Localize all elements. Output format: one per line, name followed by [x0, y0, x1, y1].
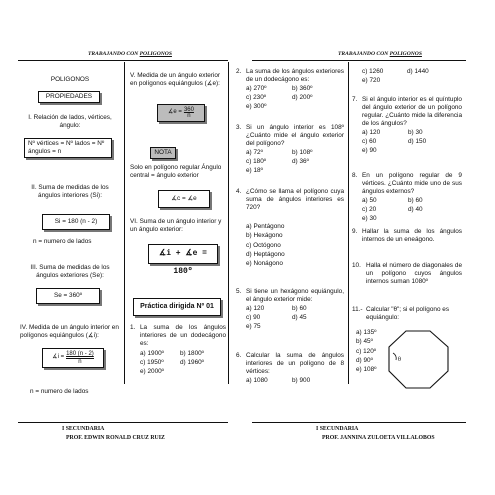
- column-divider-2: [228, 62, 229, 384]
- q11-option-d: d) 90º: [356, 356, 373, 364]
- property-6-title: VI. Suma de un ángulo interior y un ángulo exterior:: [130, 218, 222, 233]
- q8-option-a: a) 50: [362, 197, 377, 204]
- q8-option-e: e) 30: [362, 215, 377, 222]
- property-4-note: n = numero de lados: [30, 388, 89, 395]
- q11-option-c: c) 120º: [356, 347, 377, 355]
- header-left: TRABAJANDO CON POLIGONOS: [88, 51, 172, 57]
- q1-option-d: d) 1960º: [180, 359, 205, 366]
- theta-arc: [393, 353, 396, 360]
- q7-option-e: e) 90: [362, 147, 377, 154]
- property-2-note: n = numero de lados: [33, 238, 92, 245]
- q8-option-d: d) 40: [408, 206, 423, 213]
- property-2-box: Si = 180 (n - 2): [42, 214, 110, 230]
- nota-label: NOTA: [150, 147, 176, 159]
- q4-option-a: a) Pentágono: [246, 223, 285, 230]
- q8-option-c: c) 20: [362, 206, 377, 213]
- footer-left-grade: I SECUNDARIA: [62, 426, 105, 432]
- footer-rule-right: [252, 422, 466, 423]
- q6-option-d: d) 1440: [407, 68, 429, 75]
- q3-option-b: b) 108º: [292, 149, 313, 156]
- footer-left-teacher: PROF. EDWIN RONALD CRUZ RUIZ: [66, 435, 165, 441]
- question-1: 1. La suma de los ángulos interiores de un dodecágono es: a) 1900º b) 1800º c) 1950º d) 1960º e) 2000º: [130, 324, 226, 375]
- property-2-title: II. Suma de medidas de los ángulos interiores (Si):: [31, 184, 109, 199]
- q2-option-a: a) 270º: [246, 85, 267, 92]
- property-4-title: IV. Medida de un ángulo interior en polígonos equiángulos (∡i):: [20, 324, 119, 339]
- q6-option-e: e) 720: [362, 77, 381, 84]
- q11-option-e: e) 108º: [356, 366, 377, 374]
- footer-rule-left: [18, 422, 228, 423]
- question-11: 11.- Calcular "θ"; si el polígono es equiángulo: a) 135º b) 45º c) 120º d) 90º e) 108º: [352, 306, 462, 374]
- property-6-box: ∡i + ∡e = 180º: [148, 244, 218, 264]
- property-4-box: ∡i = $\frac{180 (n - 2)}{n}$: [42, 348, 104, 368]
- q2-option-e: e) 300º: [246, 103, 267, 110]
- question-6-continued: [362, 68, 452, 85]
- q5-option-b: b) 60: [292, 305, 307, 312]
- q5-option-c: c) 90: [246, 314, 261, 321]
- q3-option-c: c) 180º: [246, 158, 267, 165]
- q6-option-b: b) 900: [292, 377, 311, 384]
- nota-box: ∡c = ∡e: [158, 190, 210, 208]
- column-divider-1: [124, 62, 125, 384]
- q2-option-c: c) 230º: [246, 94, 267, 101]
- theory-title: POLIGONOS: [50, 76, 90, 83]
- q5-option-a: a) 120: [246, 305, 265, 312]
- q5-option-e: e) 75: [246, 323, 261, 330]
- footer-right-grade: I SECUNDARIA: [316, 426, 359, 432]
- header-rule-left: [18, 60, 228, 61]
- nota-text: Solo en polígono regular Ángulo central = ángulo exterior: [130, 164, 222, 179]
- question-8: 8. En un polígono regular de 9 vértices. ¿Cuánto mide uno de sus ángulos externos? a) 50 b) 60 c) 20 d) 40 e) 30: [352, 172, 462, 222]
- property-5-title: V. Medida de un ángulo exterior en polígonos equiángulos (∡e):: [130, 72, 221, 87]
- q4-option-c: c) Octógono: [246, 241, 281, 249]
- question-10: 10. Halla el número de diagonales de un polígono cuyos ángulos internos suman 1080º: [352, 262, 462, 285]
- q4-option-b: b) Hexágono: [246, 232, 283, 240]
- properties-title: PROPIEDADES: [38, 91, 100, 103]
- question-6: 6. Calcular la suma de ángulos interiores de un polígono de 8 vértices: a) 1080 b) 900: [236, 352, 344, 384]
- q5-option-d: d) 45: [292, 314, 307, 321]
- question-7: 7. Si el ángulo interior es el quíntuplo del ángulo exterior de un polígono regular. ¿Cuánto mide la diferencia de los ángulos? a) 120 b) 30 c) 60 d) 150 e) 90: [352, 96, 462, 154]
- q1-option-a: a) 1900º: [140, 350, 165, 357]
- q3-option-d: d) 36º: [292, 158, 309, 165]
- q7-option-b: b) 30: [408, 129, 423, 136]
- header-rule-right: [252, 60, 466, 61]
- footer-right-teacher: PROF. JANNINA ZULOETA VILLALOBOS: [322, 435, 435, 441]
- question-9: 9. Hallar la suma de los ángulos internos de un eneágono.: [352, 228, 462, 243]
- theta-label: θ: [398, 357, 401, 363]
- q8-option-b: b) 60: [408, 197, 423, 204]
- q1-option-c: c) 1950º: [140, 359, 164, 366]
- property-5-box: ∡e = $\frac{360}{n}$: [157, 104, 205, 122]
- property-3-box: Se = 360º: [36, 288, 100, 304]
- q3-option-a: a) 72º: [246, 149, 263, 156]
- q11-option-b: b) 45º: [356, 338, 373, 346]
- q3-option-e: e) 18º: [246, 167, 263, 174]
- q1-option-e: e) 2000º: [140, 368, 165, 375]
- q7-option-c: c) 60: [362, 138, 377, 145]
- q11-option-a: a) 135º: [356, 329, 377, 336]
- question-3: 3. Si un ángulo interior es 108º ¿Cuánto mide el ángulo exterior del polígono? a) 72º b) 108º c) 180º d) 36º e) 18º: [236, 124, 344, 174]
- property-1-box: Nº vértices = Nº lados = Nº ángulos = n: [24, 138, 112, 158]
- q6-option-c: c) 1260: [362, 68, 384, 75]
- property-3-title: III. Suma de medidas de los ángulos exteriores (Se):: [30, 264, 110, 279]
- q6-option-a: a) 1080: [246, 377, 268, 384]
- q4-option-e: e) Nonágono: [246, 260, 283, 268]
- q7-option-a: a) 120: [362, 129, 381, 136]
- octagon-figure: [384, 328, 454, 394]
- q2-option-b: b) 360º: [292, 85, 313, 92]
- q2-option-d: d) 200º: [292, 94, 313, 101]
- header-right: TRABAJANDO CON POLIGONOS: [338, 51, 422, 57]
- question-4: 4. ¿Cómo se llama el polígono cuya suma de ángulos interiores es 720? a) Pentágono b) Hexágono c) Octógono d) Heptágono e) Nonágono: [236, 188, 344, 268]
- q7-option-d: d) 150: [408, 138, 427, 145]
- q4-option-d: d) Heptágono: [246, 250, 285, 258]
- practice-title: Práctica dirigida Nº 01: [133, 298, 221, 316]
- question-5: 5. Si tiene un hexágono equiángulo, el ángulo exterior mide: a) 120 b) 60 c) 90 d) 45 e) 75: [236, 288, 344, 330]
- q1-option-b: b) 1800º: [180, 350, 205, 357]
- property-1-title: I. Relación de lados, vértices, ángulo:: [28, 114, 112, 129]
- question-2: 2. La suma de los ángulos exteriores de un dodecágono es: a) 270º b) 360º c) 230º d) 200º e) 300º: [236, 68, 344, 110]
